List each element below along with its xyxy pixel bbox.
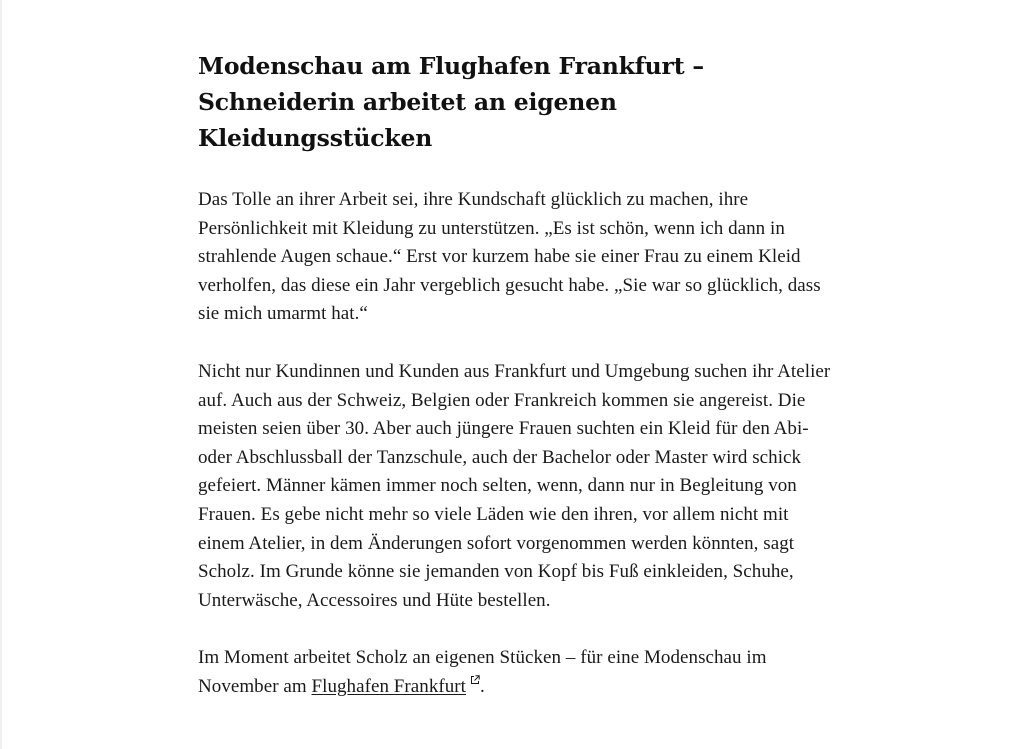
flughafen-frankfurt-link[interactable] bbox=[312, 676, 467, 697]
article-headline: Modenschau am Flughafen Frankfurt – Schneiderin arbeitet an eigenen Kleidungsstücken bbox=[198, 52, 704, 152]
article bbox=[198, 48, 838, 702]
paragraph-text: Im Moment arbeitet Scholz an eigenen Stücken – für eine Modenschau im November am bbox=[198, 647, 767, 697]
article-paragraph: Das Tolle an ihrer Arbeit sei, ihre Kundschaft glücklich zu machen, ihre Persönlichkeit mit Kleidung zu unterstützen. „Es ist schön, wenn ich dann in strahlende Augen schaue.“ Erst vor kurzem habe sie einer Frau zu einem Kleid verholfen, das diese ein Jahr vergeblich gesucht habe. „Sie war so glücklich, dass sie mich umarmt hat.“ bbox=[198, 189, 821, 325]
article-paragraph-last bbox=[198, 644, 838, 701]
paragraph-text-end: . bbox=[480, 675, 485, 697]
page-edge bbox=[0, 0, 2, 749]
article-paragraph: Nicht nur Kundinnen und Kunden aus Frankfurt und Umgebung suchen ihr Atelier auf. Auch aus der Schweiz, Belgien oder Frankreich kommen sie angereist. Die meisten seien über 30. Aber auch jüngere Frauen suchten ein Kleid für den Abi- oder Abschlussball der Tanzschule, auch der Bachelor oder Master wird schick gefeiert. Männer kämen immer noch selten, wenn, dann nur in Begleitung von Frauen. Es gebe nicht mehr so viele Läden wie den ihren, vor allem nicht mit einem Atelier, in dem Änderungen sofort vorgenommen werden könnten, sagt Scholz. Im Grunde könne sie jemanden von Kopf bis Fuß einkleiden, Schuhe, Unterwäsche, Accessoires und Hüte bestellen. bbox=[198, 360, 831, 611]
external-link-icon[interactable] bbox=[470, 675, 480, 685]
link-text: Flughafen Frankfurt bbox=[311, 675, 467, 697]
